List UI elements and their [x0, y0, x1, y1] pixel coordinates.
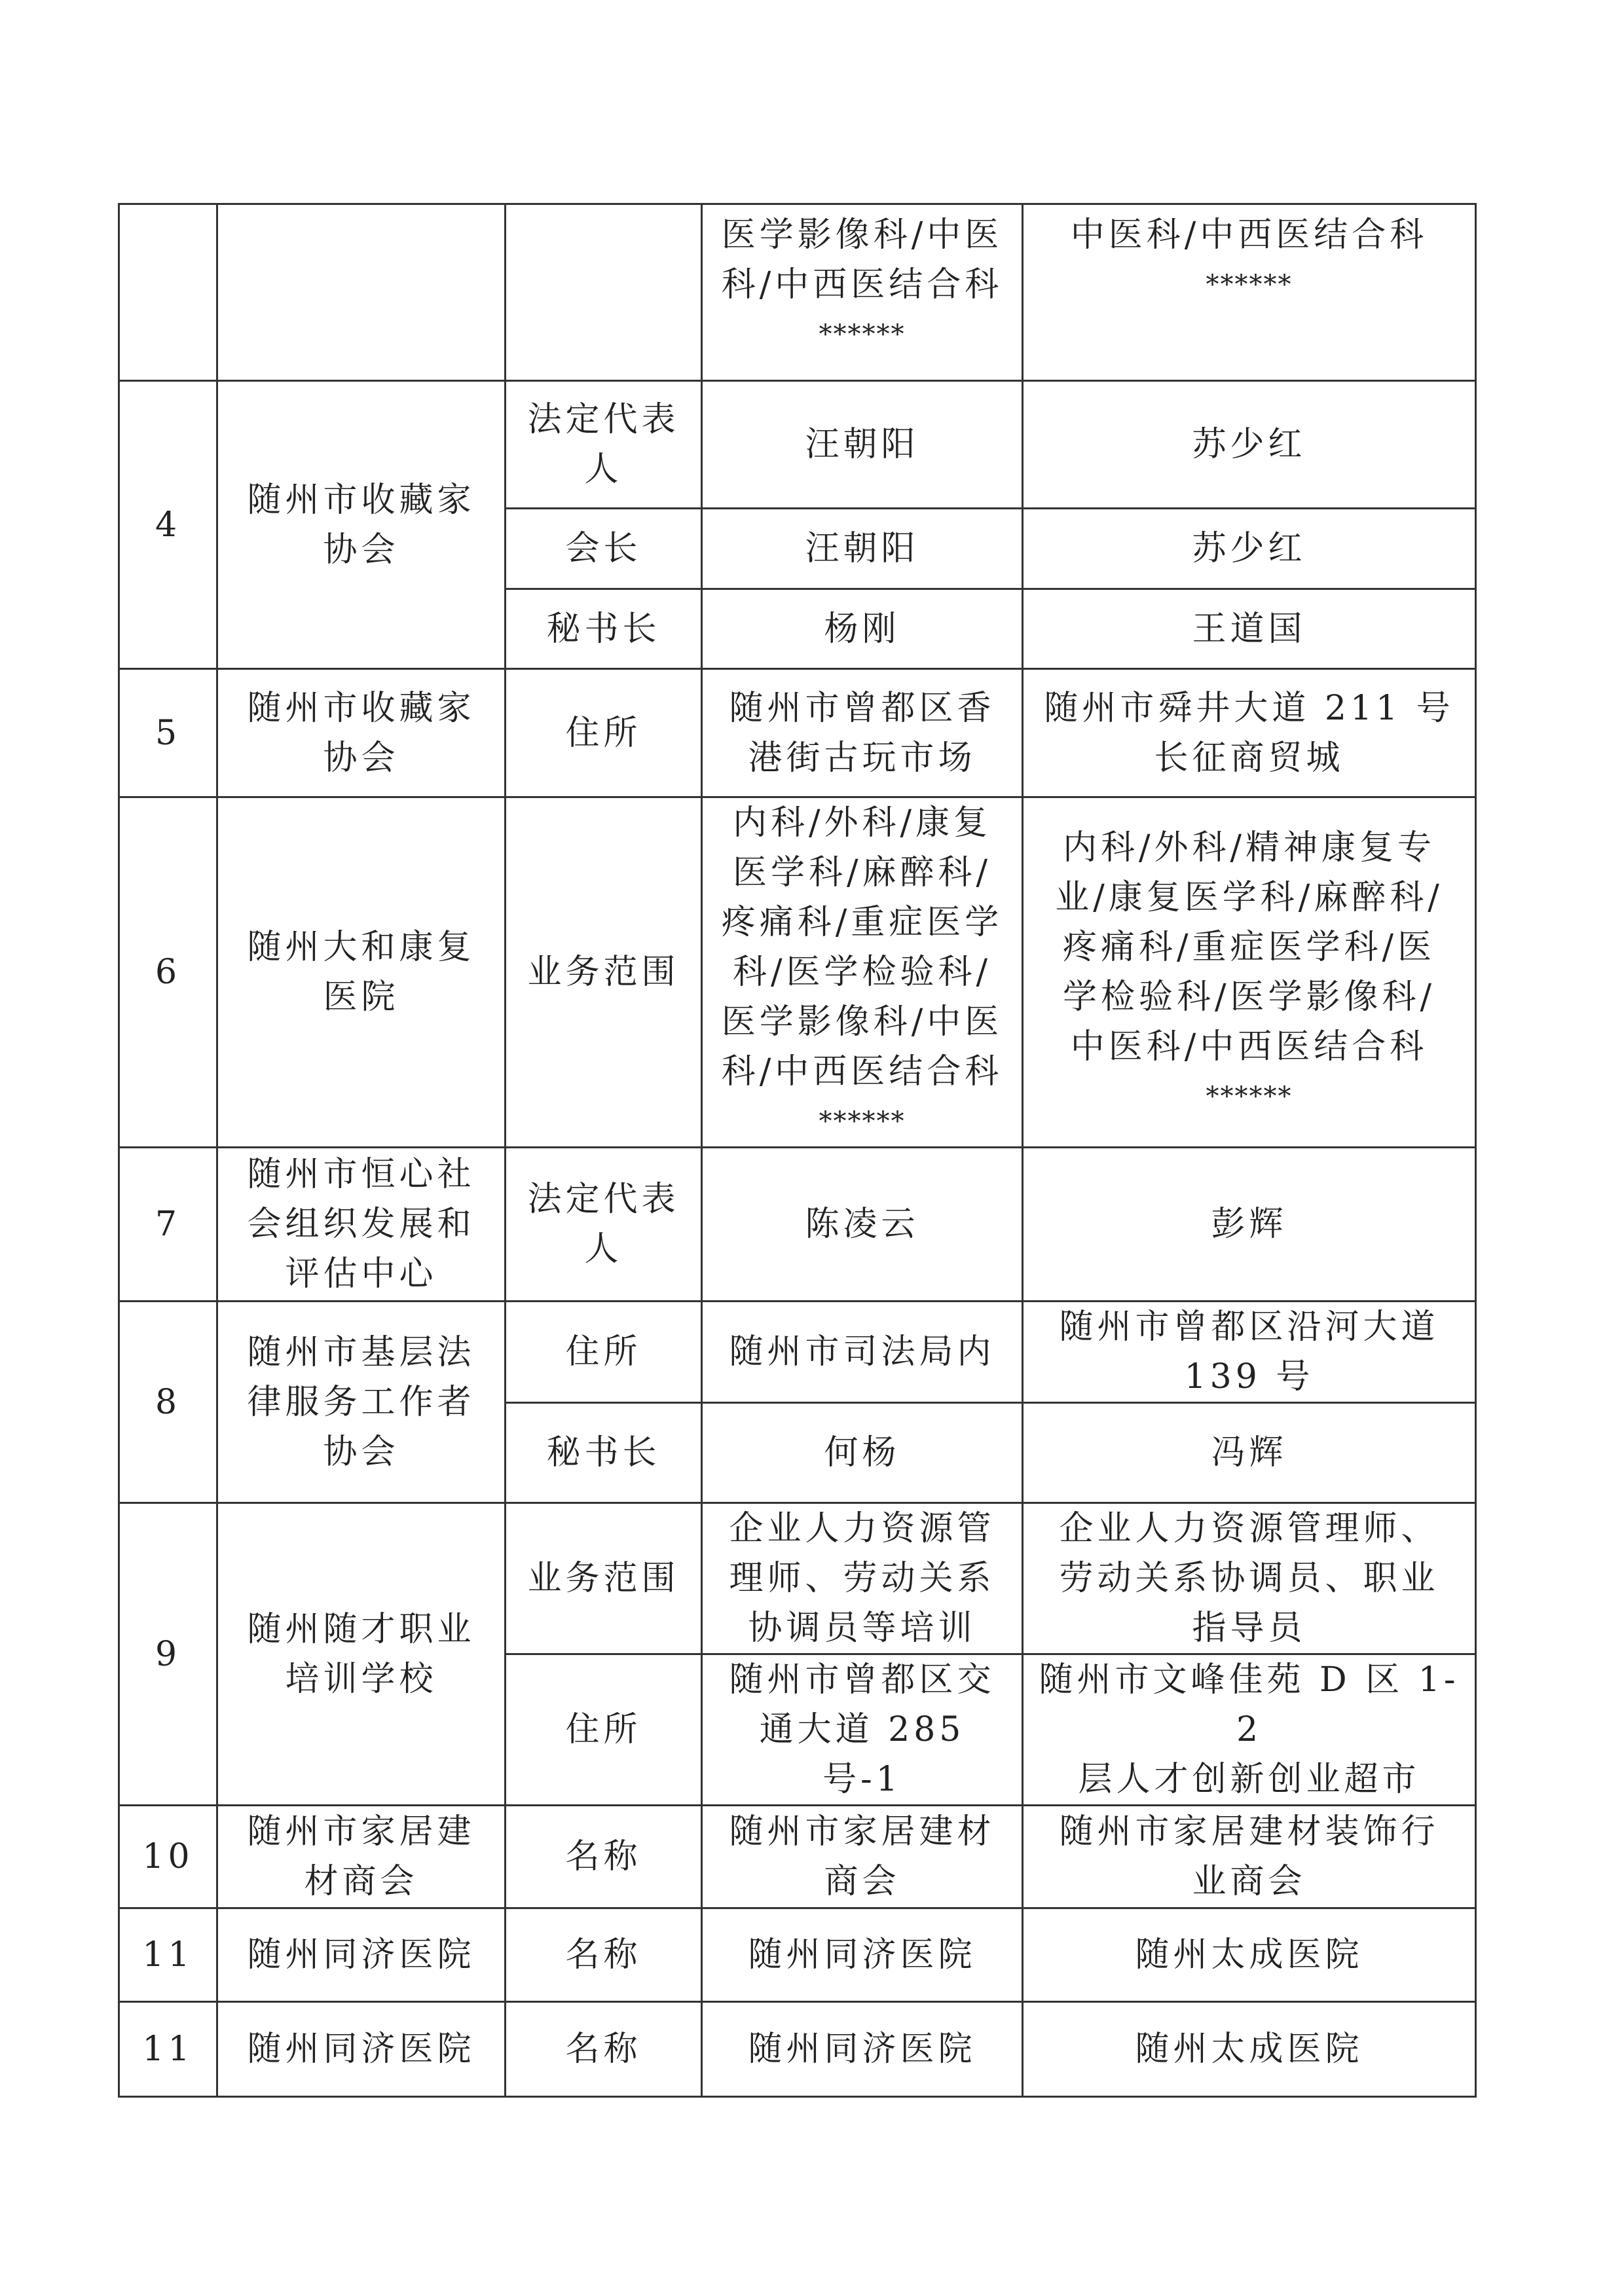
before-change-cell: 汪朝阳 [702, 509, 1023, 589]
organization-cell: 随州同济医院 [217, 2002, 506, 2097]
change-item-cell: 名称 [506, 1806, 702, 1908]
before-change-cell: 随州市司法局内 [702, 1302, 1023, 1403]
after-change-cell: 彭辉 [1023, 1148, 1476, 1302]
before-change-cell: 企业人力资源管 理师、劳动关系 协调员等培训 [702, 1503, 1023, 1654]
after-change-cell: 随州市文峰佳苑 D 区 1-2 层人才创新创业超市 [1023, 1654, 1476, 1806]
before-change-cell: 随州市家居建材 商会 [702, 1806, 1023, 1908]
organization-cell: 随州市家居建 材商会 [217, 1806, 506, 1908]
table-row [119, 797, 1476, 1148]
row-number-cell [119, 204, 217, 381]
after-change-cell: 王道国 [1023, 589, 1476, 669]
after-change-cell: 随州市曾都区沿河大道 139 号 [1023, 1302, 1476, 1403]
before-change-cell: 陈凌云 [702, 1148, 1023, 1302]
change-item-cell: 法定代表 人 [506, 381, 702, 509]
change-item-cell: 秘书长 [506, 1403, 702, 1503]
change-item-cell: 法定代表 人 [506, 1148, 702, 1302]
before-change-cell: 汪朝阳 [702, 381, 1023, 509]
row-number-cell: 5 [119, 669, 217, 797]
table-row [119, 669, 1476, 797]
change-item-cell: 会长 [506, 509, 702, 589]
omission-mark: ****** [819, 319, 906, 350]
after-change-cell: 随州太成医院 [1023, 2002, 1476, 2097]
after-change-cell: 苏少红 [1023, 381, 1476, 509]
after-change-cell: 随州太成医院 [1023, 1908, 1476, 2002]
change-item-cell: 名称 [506, 1908, 702, 2002]
before-change-cell: 随州市曾都区交 通大道 285 号-1 [702, 1654, 1023, 1806]
change-item-cell [506, 204, 702, 381]
after-change-text: 内科/外科/精神康复专 业/康复医学科/麻醉科/ 疼痛科/重症医学科/医 学检验科/医学影像科/ 中医科/中西医结合科 [1055, 828, 1443, 1066]
row-number-cell: 4 [119, 381, 217, 669]
change-record-table [118, 203, 1477, 2098]
organization-cell: 随州市收藏家 协会 [217, 669, 506, 797]
after-change-cell [1023, 797, 1476, 1148]
change-item-cell: 业务范围 [506, 1503, 702, 1654]
before-change-cell: 随州同济医院 [702, 2002, 1023, 2097]
organization-cell: 随州同济医院 [217, 1908, 506, 2002]
organization-cell: 随州市恒心社 会组织发展和 评估中心 [217, 1148, 506, 1302]
row-number-cell: 6 [119, 797, 217, 1148]
row-number-cell: 8 [119, 1302, 217, 1503]
omission-mark: ****** [1206, 1082, 1293, 1112]
before-change-cell [702, 797, 1023, 1148]
row-number-cell: 10 [119, 1806, 217, 1908]
change-item-cell: 住所 [506, 1654, 702, 1806]
after-change-cell: 随州市家居建材装饰行 业商会 [1023, 1806, 1476, 1908]
table-row [119, 204, 1476, 381]
row-number-cell: 9 [119, 1503, 217, 1806]
before-change-text: 医学影像科/中医 科/中西医结合科 [721, 215, 1003, 304]
change-item-cell: 住所 [506, 669, 702, 797]
table-row [119, 1148, 1476, 1302]
change-item-cell: 名称 [506, 2002, 702, 2097]
table-row [119, 1302, 1476, 1403]
table-row [119, 1908, 1476, 2002]
after-change-cell [1023, 204, 1476, 381]
after-change-cell: 随州市舜井大道 211 号 长征商贸城 [1023, 669, 1476, 797]
organization-cell: 随州大和康复 医院 [217, 797, 506, 1148]
organization-cell [217, 204, 506, 381]
before-change-cell: 何杨 [702, 1403, 1023, 1503]
after-change-text: 中医科/中西医结合科 [1070, 215, 1428, 255]
change-item-cell: 秘书长 [506, 589, 702, 669]
omission-mark: ****** [1206, 270, 1293, 300]
after-change-cell: 企业人力资源管理师、 劳动关系协调员、职业 指导员 [1023, 1503, 1476, 1654]
table-row [119, 2002, 1476, 2097]
table-row [119, 1503, 1476, 1654]
organization-cell: 随州市收藏家 协会 [217, 381, 506, 669]
before-change-cell [702, 204, 1023, 381]
row-number-cell: 7 [119, 1148, 217, 1302]
change-item-cell: 业务范围 [506, 797, 702, 1148]
table-row [119, 381, 1476, 509]
organization-cell: 随州随才职业 培训学校 [217, 1503, 506, 1806]
row-number-cell: 11 [119, 1908, 217, 2002]
omission-mark: ****** [819, 1106, 906, 1137]
change-item-cell: 住所 [506, 1302, 702, 1403]
after-change-cell: 苏少红 [1023, 509, 1476, 589]
before-change-text: 内科/外科/康复 医学科/麻醉科/ 疼痛科/重症医学 科/医学检验科/ 医学影像科/中医 科/中西医结合科 [721, 803, 1003, 1091]
after-change-cell: 冯辉 [1023, 1403, 1476, 1503]
before-change-cell: 随州同济医院 [702, 1908, 1023, 2002]
before-change-cell: 随州市曾都区香 港街古玩市场 [702, 669, 1023, 797]
organization-cell: 随州市基层法 律服务工作者 协会 [217, 1302, 506, 1503]
row-number-cell: 11 [119, 2002, 217, 2097]
before-change-cell: 杨刚 [702, 589, 1023, 669]
table-row [119, 1806, 1476, 1908]
